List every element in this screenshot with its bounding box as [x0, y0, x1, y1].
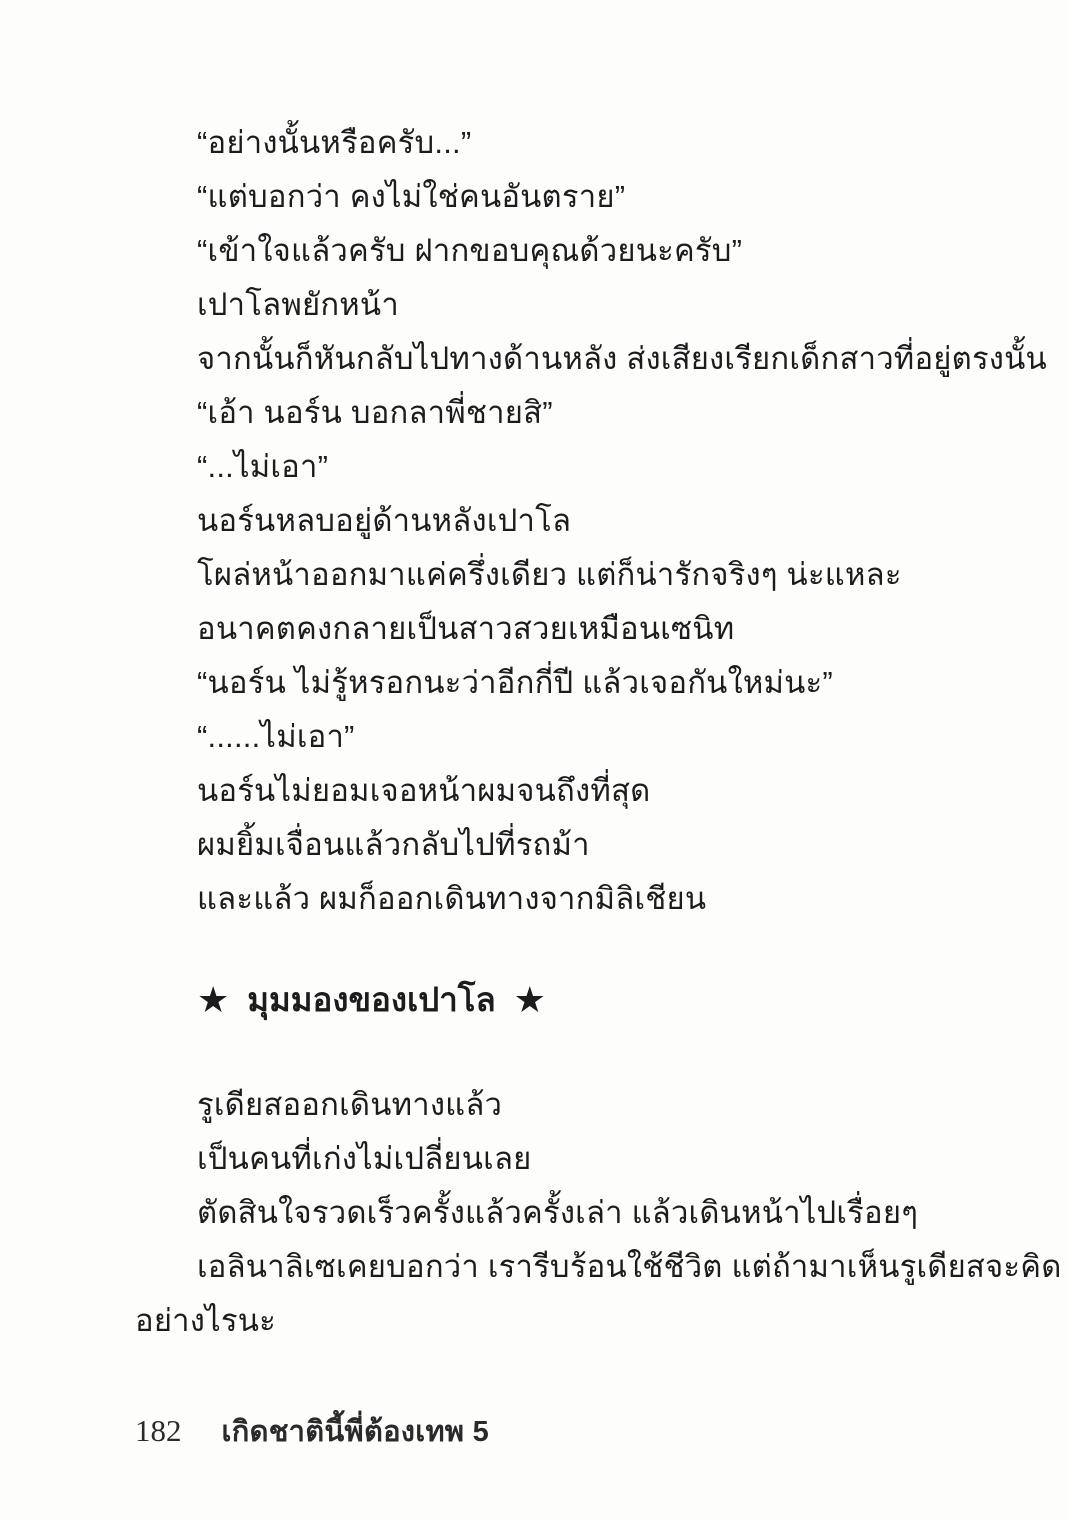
page-footer — [135, 1408, 489, 1454]
text-line: “เอ้า นอร์น บอกลาพี่ชายสิ” — [197, 395, 553, 430]
text-line: ผมยิ้มเจื่อนแล้วกลับไปที่รถม้า — [197, 827, 590, 862]
text-line: “นอร์น ไม่รู้หรอกนะว่าอีกกี่ปี แล้วเจอกันใหม่นะ” — [197, 665, 833, 700]
text-line: “เข้าใจแล้วครับ ฝากขอบคุณด้วยนะครับ” — [197, 233, 743, 268]
star-icon: ★ — [513, 979, 546, 1020]
text-line: โผล่หน้าออกมาแค่ครึ่งเดียว แต่ก็น่ารักจริงๆ น่ะแหละ — [197, 557, 902, 592]
second-text-block — [135, 1078, 1062, 1348]
text-line: “...ไม่เอา” — [197, 449, 329, 484]
section-title: มุมมองของเปาโล — [247, 981, 496, 1018]
text-line: ตัดสินใจรวดเร็วครั้งแล้วครั้งเล่า แล้วเดินหน้าไปเรื่อยๆ — [197, 1195, 919, 1230]
text-line: และแล้ว ผมก็ออกเดินทางจากมิลิเชียน — [197, 881, 707, 916]
text-line: นอร์นไม่ยอมเจอหน้าผมจนถึงที่สุด — [197, 773, 651, 808]
text-line: “แต่บอกว่า คงไม่ใช่คนอันตราย” — [197, 179, 626, 214]
section-header — [135, 973, 969, 1027]
text-line: เปาโลพยักหน้า — [197, 287, 399, 322]
text-line: อนาคตคงกลายเป็นสาวสวยเหมือนเซนิท — [197, 611, 735, 646]
text-line: เอลินาลิเซเคยบอกว่า เรารีบร้อนใช้ชีวิต แต่ถ้ามาเห็นรูเดียสจะคิด — [197, 1249, 1062, 1284]
text-line: นอร์นหลบอยู่ด้านหลังเปาโล — [197, 503, 572, 538]
text-line: “อย่างนั้นหรือครับ...” — [197, 125, 472, 160]
text-line: เป็นคนที่เก่งไม่เปลี่ยนเลย — [197, 1141, 532, 1176]
text-line: อย่างไรนะ — [135, 1303, 277, 1338]
text-line: “......ไม่เอา” — [197, 719, 355, 754]
footer-page-number: 182 — [135, 1413, 182, 1448]
star-icon: ★ — [197, 979, 230, 1020]
text-line: รูเดียสออกเดินทางแล้ว — [197, 1087, 503, 1122]
footer-book-title: เกิดชาตินี้พี่ต้องเทพ 5 — [221, 1416, 490, 1448]
text-line: จากนั้นก็หันกลับไปทางด้านหลัง ส่งเสียงเรียกเด็กสาวที่อยู่ตรงนั้น — [197, 341, 1047, 376]
